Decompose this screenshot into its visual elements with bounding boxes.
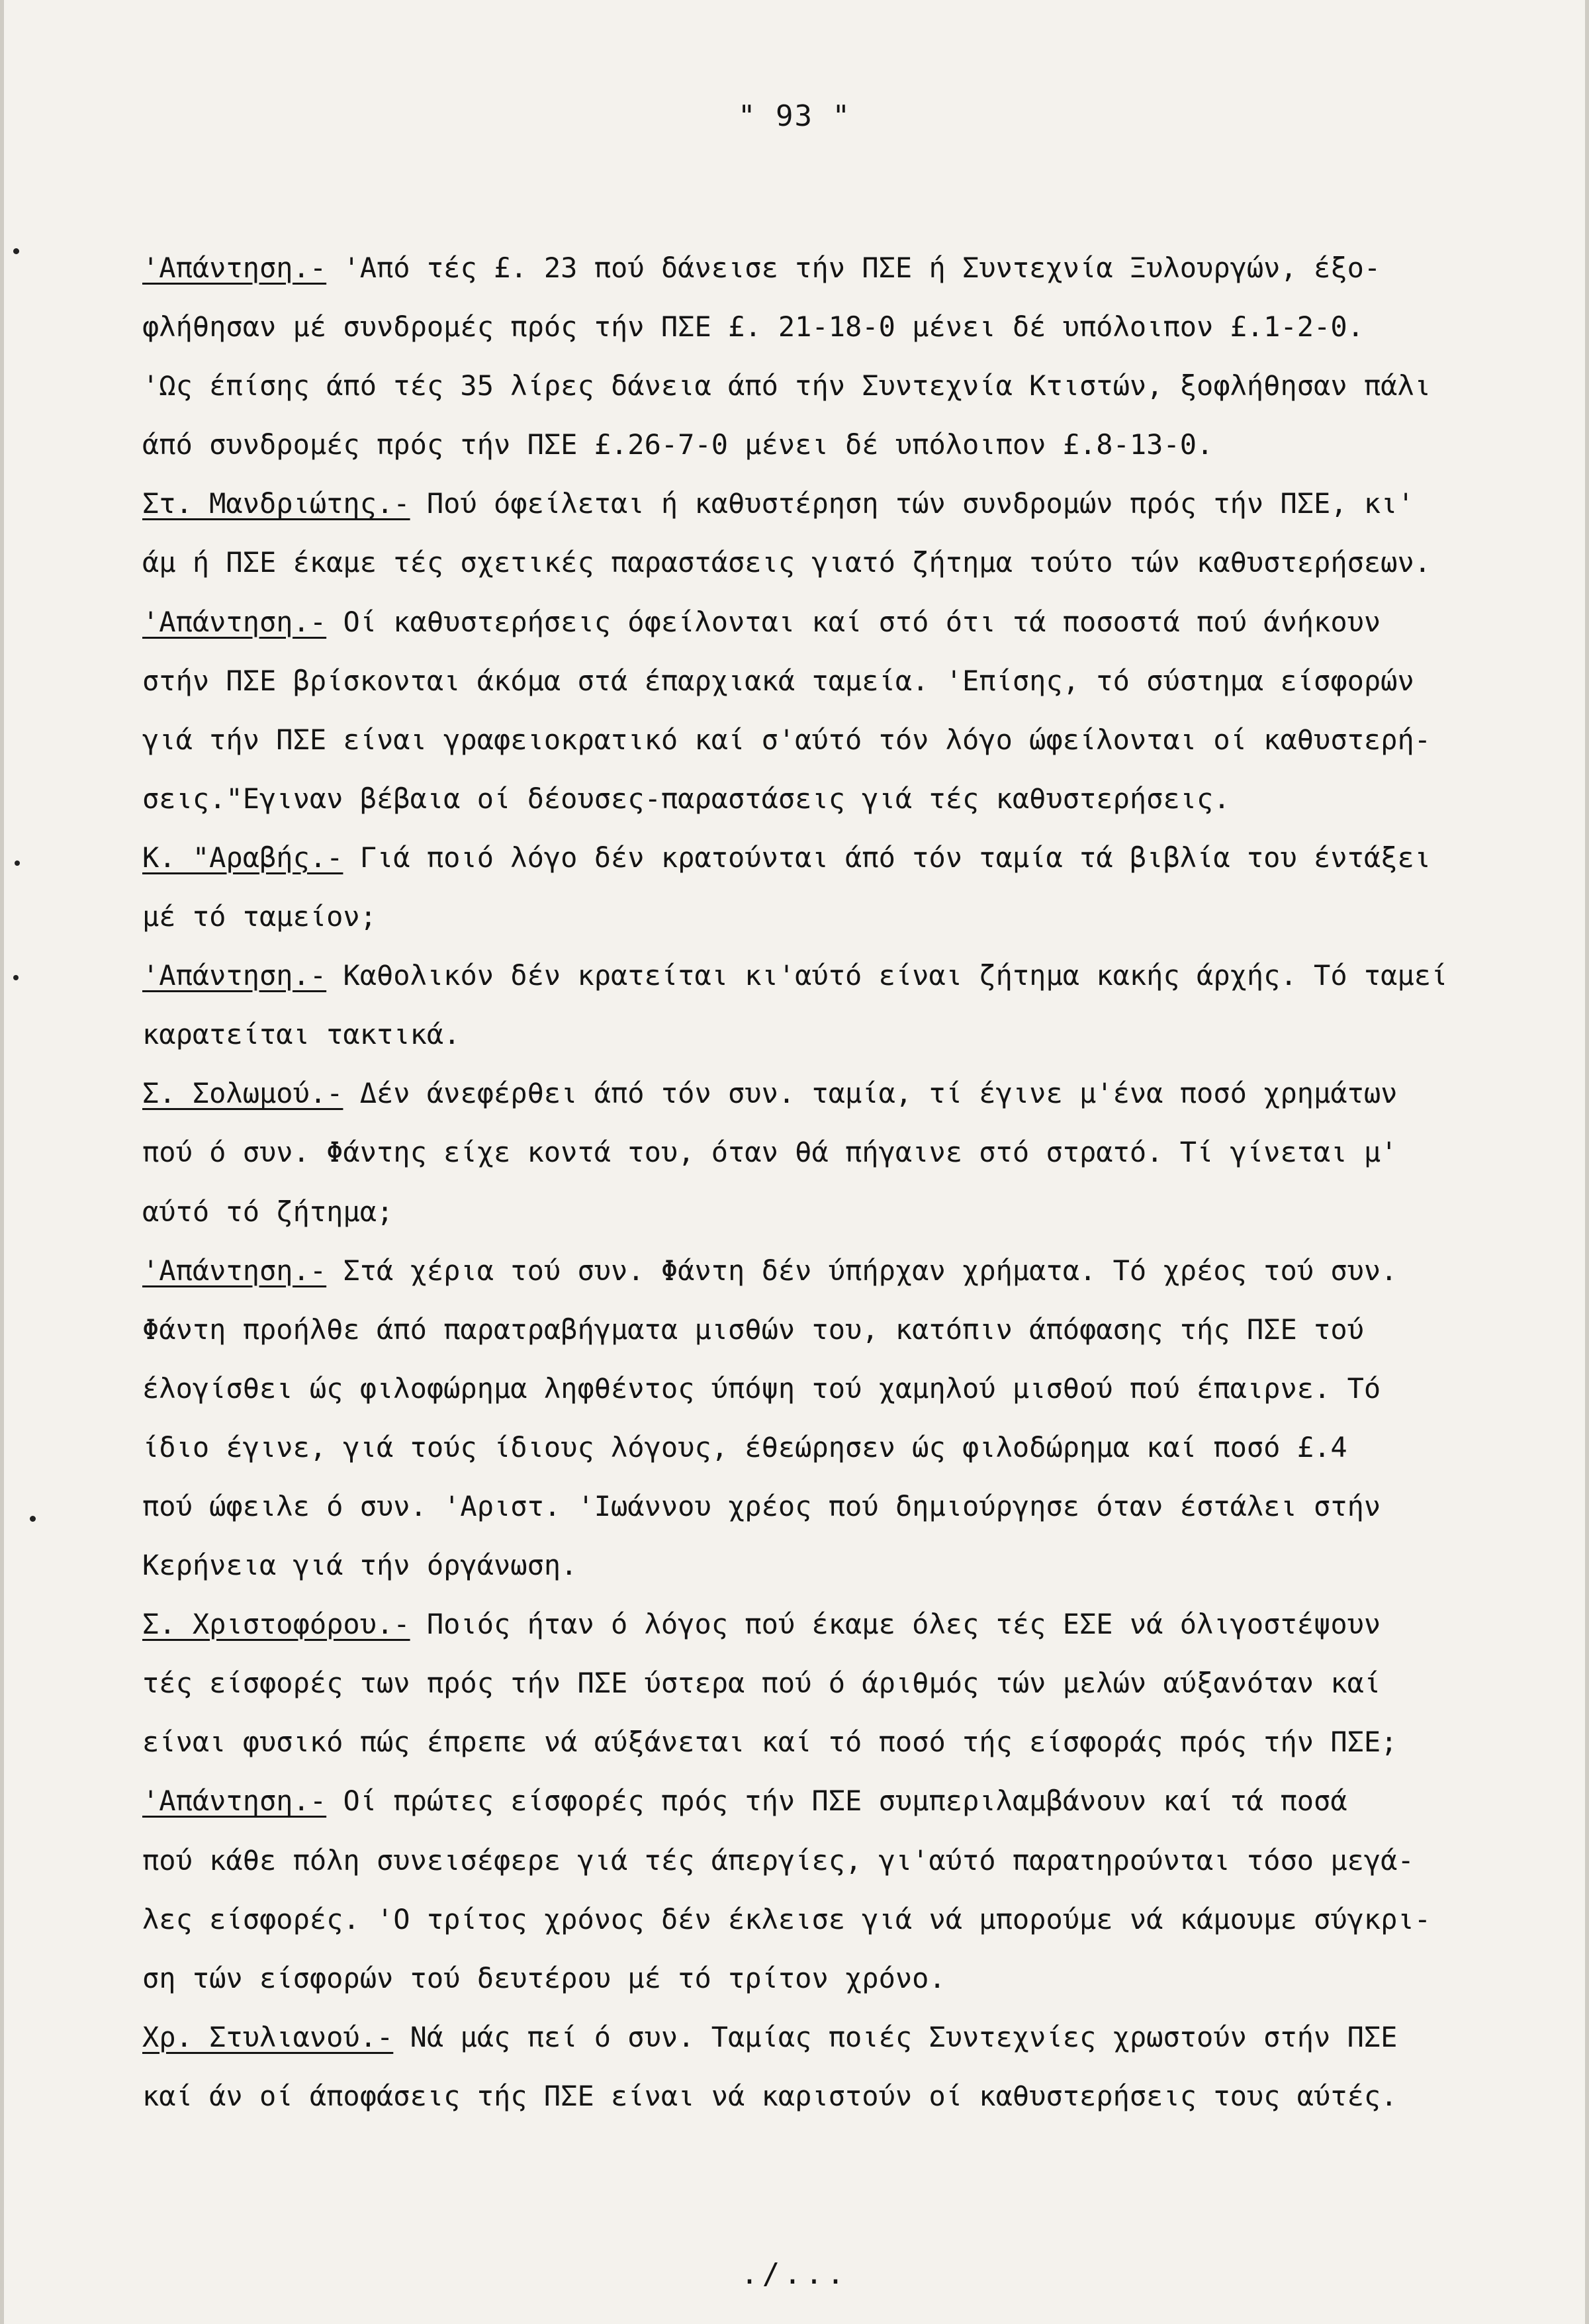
line-text: Καθολικόν δέν κρατείται κι'αύτό είναι ζήτημα κακής άρχής. Τό ταμεί <box>326 959 1448 992</box>
text-line <box>142 651 1506 710</box>
line-text: Ποιός ήταν ό λόγος πού έκαμε όλες τές ΕΣΕ νά όλιγοστέψουν <box>410 1608 1381 1641</box>
line-text: άμ ή ΠΣΕ έκαμε τές σχετικές παραστάσεις γιατό ζήτημα τούτο τών καθυστερήσεων. <box>142 546 1431 579</box>
minutes-text <box>142 238 1506 2125</box>
text-line <box>142 533 1506 592</box>
speaker-label: 'Απάντηση.- <box>142 1254 327 1287</box>
line-text: Κερήνεια γιά τήν όργάνωση. <box>142 1549 578 1582</box>
text-line <box>142 1771 1506 1830</box>
text-line <box>142 710 1506 769</box>
text-line <box>142 1418 1506 1477</box>
text-line <box>142 769 1506 828</box>
line-text: φλήθησαν μέ συνδρομές πρός τήν ΠΣΕ £. 21-18-0 μένει δέ υπόλοιπον £.1-2-0. <box>142 310 1364 344</box>
speaker-label: 'Απάντηση.- <box>142 1785 327 1818</box>
text-line <box>142 1123 1506 1182</box>
line-text: τές είσφορές των πρός τήν ΠΣΕ ύστερα πού ό άριθμός τών μελών αύξανόταν καί <box>142 1667 1381 1700</box>
speaker-label: 'Απάντηση.- <box>142 252 327 284</box>
line-text: Γιά ποιό λόγο δέν κρατούνται άπό τόν ταμία τά βιβλία του έντάξει <box>343 841 1431 874</box>
line-text: αύτό τό ζήτημα; <box>142 1195 394 1228</box>
line-text: είναι φυσικό πώς έπρεπε νά αύξάνεται καί τό ποσό τής είσφοράς πρός τήν ΠΣΕ; <box>142 1726 1398 1759</box>
text-line <box>142 592 1506 651</box>
speaker-label: Σ. Σολωμού.- <box>142 1077 343 1110</box>
text-line <box>142 1536 1506 1595</box>
margin-mark <box>15 860 20 866</box>
line-text: πού ώφειλε ό συν. 'Αριστ. 'Ιωάννου χρέος πού δημιούργησε όταν έστάλει στήν <box>142 1489 1381 1522</box>
margin-mark <box>30 1516 36 1522</box>
continuation-mark: ./... <box>741 2257 848 2291</box>
line-text: 'Από τές £. 23 πού δάνεισε τήν ΠΣΕ ή Συντεχνία Ξυλουργών, έξο- <box>326 252 1381 284</box>
text-line <box>142 946 1506 1005</box>
line-text: καί άν οί άποφάσεις τής ΠΣΕ είναι νά καριστούν οί καθυστερήσεις τους αύτές. <box>142 2079 1398 2112</box>
text-line <box>142 1831 1506 1890</box>
line-text: λες είσφορές. 'Ο τρίτος χρόνος δέν έκλεισε γιά νά μπορούμε νά κάμουμε σύγκρι- <box>142 1902 1431 1935</box>
line-text: ση τών είσφορών τού δευτέρου μέ τό τρίτον χρόνο. <box>142 1961 946 1994</box>
speaker-label: Χρ. Στυλιανού.- <box>142 2020 394 2053</box>
line-text: πού κάθε πόλη συνεισέφερε γιά τές άπεργίες, γι'αύτό παρατηρούνται τόσο μεγά- <box>142 1843 1414 1877</box>
text-line <box>142 356 1506 415</box>
text-line <box>142 1477 1506 1536</box>
text-line <box>142 1064 1506 1123</box>
text-line <box>142 1949 1506 2008</box>
line-text: Οί πρώτες είσφορές πρός τήν ΠΣΕ συμπεριλαμβάνουν καί τά ποσά <box>326 1785 1347 1818</box>
line-text: στήν ΠΣΕ βρίσκονται άκόμα στά έπαρχιακά ταμεία. 'Επίσης, τό σύστημα είσφορών <box>142 664 1414 697</box>
text-line <box>142 887 1506 946</box>
text-line <box>142 297 1506 356</box>
text-line <box>142 1595 1506 1653</box>
line-text: γιά τήν ΠΣΕ είναι γραφειοκρατικό καί σ'αύτό τόν λόγο ώφείλονται οί καθυστερή- <box>142 723 1431 756</box>
line-text: Στά χέρια τού συν. Φάντη δέν ύπήρχαν χρήματα. Τό χρέος τού συν. <box>326 1254 1398 1287</box>
line-text: Νά μάς πεί ό συν. Ταμίας ποιές Συντεχνίες χρωστούν στήν ΠΣΕ <box>393 2020 1398 2053</box>
line-text: μέ τό ταμείον; <box>142 900 377 933</box>
text-line <box>142 2067 1506 2125</box>
page-number: " 93 " <box>738 99 851 133</box>
speaker-label: 'Απάντηση.- <box>142 605 327 638</box>
line-text: Φάντη προήλθε άπό παρατραβήγματα μισθών του, κατόπιν άπόφασης τής ΠΣΕ τού <box>142 1313 1364 1346</box>
text-line <box>142 1005 1506 1064</box>
line-text: Οί καθυστερήσεις όφείλονται καί στό ότι τά ποσοστά πού άνήκουν <box>326 605 1381 638</box>
line-text: 'Ως έπίσης άπό τές 35 λίρες δάνεια άπό τήν Συντεχνία Κτιστών, ξοφλήθησαν πάλι <box>142 369 1431 402</box>
text-line <box>142 1712 1506 1771</box>
text-line <box>142 238 1506 297</box>
text-line <box>142 1890 1506 1949</box>
speaker-label: 'Απάντηση.- <box>142 959 327 992</box>
scan-edge-right <box>1585 0 1589 2324</box>
text-line <box>142 828 1506 887</box>
line-text: καρατείται τακτικά. <box>142 1018 461 1051</box>
text-line <box>142 474 1506 533</box>
text-line <box>142 415 1506 474</box>
speaker-label: Κ. "Αραβής.- <box>142 841 343 874</box>
speaker-label: Στ. Μανδριώτης.- <box>142 487 410 520</box>
text-line <box>142 1182 1506 1241</box>
line-text: σεις."Εγιναν βέβαια οί δέουσες-παραστάσεις γιά τές καθυστερήσεις. <box>142 782 1230 815</box>
line-text: Δέν άνεφέρθει άπό τόν συν. ταμία, τί έγινε μ'ένα ποσό χρημάτων <box>343 1077 1398 1110</box>
margin-mark <box>13 248 19 254</box>
line-text: Πού όφείλεται ή καθυστέρηση τών συνδρομών πρός τήν ΠΣΕ, κι' <box>410 487 1414 520</box>
line-text: έλογίσθει ώς φιλοφώρημα ληφθέντος ύπόψη τού χαμηλού μισθού πού έπαιρνε. Τό <box>142 1371 1381 1405</box>
text-line <box>142 1241 1506 1300</box>
text-line <box>142 2008 1506 2067</box>
text-line <box>142 1653 1506 1712</box>
line-text: ίδιο έγινε, γιά τούς ίδιους λόγους, έθεώρησεν ώς φιλοδώρημα καί ποσό £.4 <box>142 1430 1347 1464</box>
scan-edge-left <box>0 0 4 2324</box>
line-text: πού ό συν. Φάντης είχε κοντά του, όταν θά πήγαινε στό στρατό. Τί γίνεται μ' <box>142 1136 1398 1169</box>
margin-mark <box>13 975 19 980</box>
text-line <box>142 1300 1506 1359</box>
line-text: άπό συνδρομές πρός τήν ΠΣΕ £.26-7-0 μένει δέ υπόλοιπον £.8-13-0. <box>142 428 1214 461</box>
speaker-label: Σ. Χριστοφόρου.- <box>142 1608 410 1641</box>
text-line <box>142 1359 1506 1418</box>
